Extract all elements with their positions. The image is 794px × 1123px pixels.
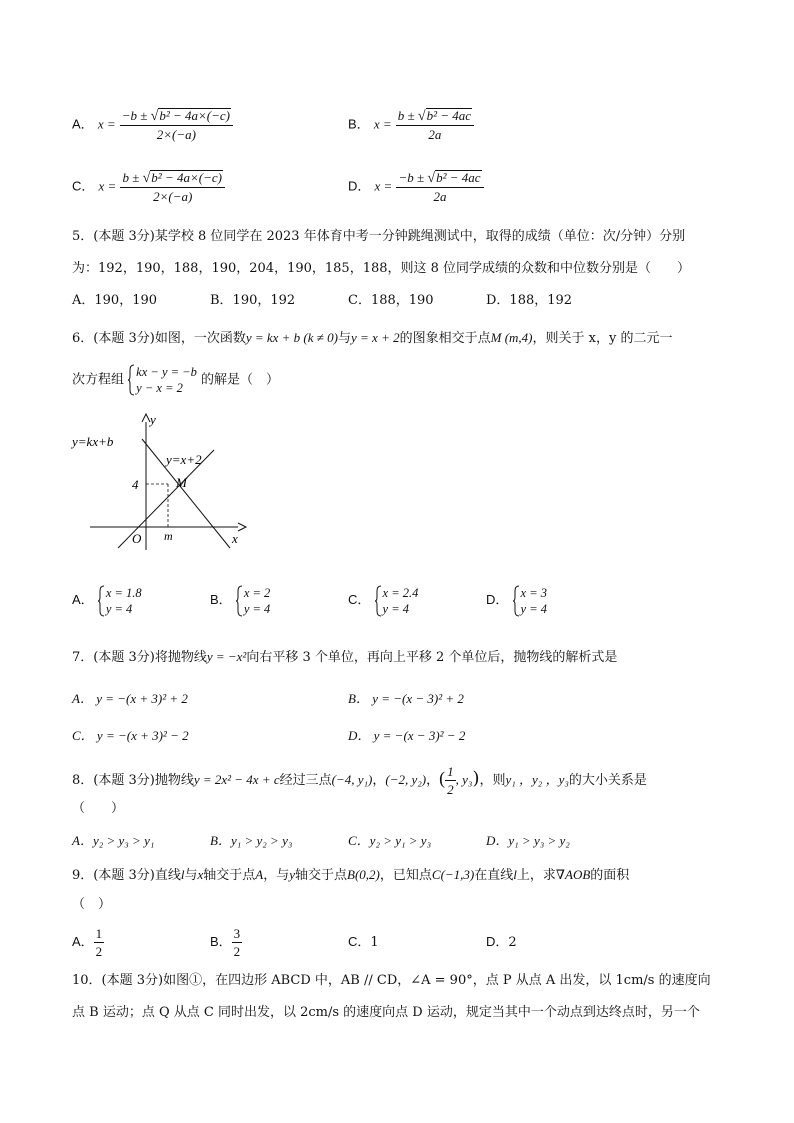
point-c: C(−1,3) (431, 867, 475, 882)
y-axis-arrow-icon (142, 414, 150, 422)
q4-option-c (72, 170, 225, 204)
point-m: M (m,4) (490, 330, 533, 345)
option-label: B． (348, 116, 370, 132)
q8-stem-line2: （ ） (72, 801, 125, 816)
radicand: b² − 4ac (426, 108, 472, 123)
x-axis-arrow-icon (238, 523, 246, 531)
text: 的大小关系是 (568, 773, 647, 788)
text: 的图象相交于点 (399, 331, 491, 346)
q6-option-c (348, 584, 418, 617)
option-label: B． (210, 934, 232, 949)
label-y: y (150, 412, 156, 427)
q7-option-c: C． y = −(x + 3)² − 2 (72, 728, 189, 743)
formula-lhs: x = (97, 116, 116, 132)
q8-option-a: A．y₂ > y₃ > y₁ (72, 833, 155, 848)
point-2: (−2, y₂) (385, 772, 427, 787)
label-4: 4 (132, 477, 139, 492)
equation-system (375, 585, 419, 617)
radicand: b² − 4a×(−c) (151, 170, 222, 185)
q6-stem-line1 (72, 329, 672, 348)
label-line-x-plus-2: y=x+2 (166, 452, 202, 467)
denominator: 2 (95, 944, 103, 959)
text: 7．(本题 3分)将抛物线 (72, 650, 207, 665)
text: 与 (184, 868, 198, 883)
quadratic-formula-fraction: $\frac{\text{b ± √b² − 4ac}}{2a}$ (396, 108, 474, 142)
fraction (94, 926, 105, 959)
label-point-m: M (176, 475, 187, 490)
q9-option-d (486, 933, 517, 952)
option-value: 2 (508, 935, 517, 950)
label-line-kx-b: y=kx+b (72, 434, 114, 449)
equation-system (236, 585, 270, 617)
numerator-head: −b ± (398, 170, 425, 185)
q8-option-c: C．y₂ > y₁ > y₃ (348, 833, 432, 848)
quadratic-formula-fraction: $\frac{\text{−b ± √b² − 4a×(−c)}}{2\times(-a)}$ (120, 108, 233, 142)
q6-option-d (486, 584, 547, 617)
q9-stem-line1 (72, 866, 629, 885)
label-origin: O (132, 531, 142, 546)
numerator-head: −b ± (121, 108, 148, 123)
equation-row-2: y = 4 (520, 601, 548, 616)
equation-system (128, 364, 197, 396)
q9-option-c (348, 933, 379, 952)
q9-option-b (210, 926, 242, 959)
formula-lhs: x = (373, 116, 392, 132)
brace-icon (128, 364, 135, 396)
q6-graph (66, 410, 256, 560)
brace-icon (236, 585, 243, 617)
radicand: b² − 4ac (436, 170, 481, 185)
equation-row-1: x = 2 (243, 585, 271, 600)
text: 经过三点 (279, 773, 332, 788)
q5-option-d: D．188，192 (486, 293, 573, 308)
function-parabola: y = 2x² − 4x + c (193, 772, 280, 787)
formula-lhs: x = (374, 178, 393, 194)
numerator-head: b ± (397, 108, 415, 123)
q5-option-b: B．190，192 (210, 293, 296, 308)
option-label: A． (72, 592, 94, 607)
function-x-plus-2: y = x + 2 (351, 330, 400, 345)
label-x: x (232, 531, 238, 546)
x-axis-label: x (197, 867, 204, 882)
option-label: C． (348, 934, 371, 949)
text: 轴交于点 (295, 868, 348, 883)
text: 6．(本题 3分)如图，一次函数 (72, 331, 246, 346)
text: ，与 (263, 868, 290, 883)
function-neg-x-squared: y = −x² (206, 649, 247, 664)
equation-row-2: y = 4 (105, 601, 133, 616)
text: 上，求 (516, 868, 556, 883)
option-label: B． (210, 592, 232, 607)
text: 向右平移 3 个单位，再向上平移 2 个单位后，抛物线的解析式是 (246, 650, 618, 665)
fraction-one-half (445, 764, 456, 797)
option-label: A． (72, 116, 94, 132)
option-label: D． (348, 178, 371, 194)
denominator: 2×(−a) (156, 127, 196, 142)
equation-row-2: y = 4 (243, 601, 271, 616)
option-label: D． (486, 934, 509, 949)
q10-stem-line1: 10．(本题 3分)如图①，在四边形 ABCD 中，AB // CD，∠A = 90°，点 P 从点 A 出发，以 1cm/s 的速度向 (72, 973, 711, 988)
text: ，则关于 x，y 的二元一 (532, 331, 673, 346)
radicand: b² − 4a×(−c) (159, 108, 231, 123)
q6-option-a (72, 584, 142, 617)
point-3-tail: , y₃ (455, 772, 473, 787)
text: 与 (338, 331, 352, 346)
point-3: ( (439, 768, 446, 788)
text: 8．(本题 3分)抛物线 (72, 773, 194, 788)
q8-option-b: B．y₁ > y₂ > y₃ (210, 833, 293, 848)
q4-option-a (72, 108, 233, 142)
q8-stem-line1: 8．(本题 3分)抛物线y = 2x² − 4x + c经过三点(−4, y₁)，(−2, y₂)，( $\frac{1}{2}$ , y₃)，则y₁ ，y₂ ，y₃的大小关系是 (72, 764, 647, 797)
brace-icon (375, 585, 382, 617)
q9-stem-line2: （ ） (72, 897, 112, 912)
numerator: 1 (447, 764, 454, 779)
q9-option-a (72, 926, 104, 959)
equation-row-2: y − x = 2 (136, 381, 183, 395)
text: 的面积 (590, 868, 630, 883)
triangle-aob: ∇AOB (555, 867, 591, 882)
y-axis-label: y (289, 867, 296, 882)
denominator: 2 (447, 782, 454, 797)
q6-option-b (210, 584, 270, 617)
numerator: 3 (233, 926, 241, 941)
equation-system (98, 585, 142, 617)
equation-row-2: y = 4 (382, 601, 410, 616)
equation-row-1: x = 3 (520, 585, 548, 600)
q7-option-a: A． y = −(x + 3)² + 2 (72, 691, 188, 706)
equation-row-1: x = 1.8 (105, 585, 142, 600)
point-1: (−4, y₁) (331, 772, 373, 787)
text: 轴交于点 (203, 868, 256, 883)
option-label: C． (348, 592, 371, 607)
point-a: A (255, 867, 264, 882)
line-l: l (180, 867, 185, 882)
q5-stem-line2: 为：192，190，188，190，204，190，185，188，则这 8 位同学成绩的众数和中位数分别是（ ） (72, 261, 691, 276)
denominator: 2a (433, 189, 447, 204)
denominator: 2 (233, 944, 241, 959)
q7-option-b: B． y = −(x − 3)² + 2 (348, 691, 464, 706)
denominator: 2×(−a) (153, 189, 193, 204)
function-kx-b: y = kx + b (k ≠ 0) (245, 330, 338, 345)
quadratic-formula-fraction: $\frac{\text{−b ± √b² − 4ac}}{2a}$ (396, 170, 483, 204)
option-value: 1 (370, 935, 379, 950)
q5-option-a: A．190，190 (72, 293, 158, 308)
equation-row-1: kx − y = −b (136, 365, 197, 379)
line-l: l (513, 867, 517, 882)
q7-option-d: D． y = −(x − 3)² − 2 (348, 728, 466, 743)
formula-lhs: x = (98, 178, 117, 194)
numerator: 1 (95, 926, 103, 941)
equation-system (513, 585, 547, 617)
q4-option-b (348, 108, 474, 142)
text: 在直线 (474, 868, 514, 883)
equation-row-1: x = 2.4 (382, 585, 419, 600)
text: ，已知点 (379, 868, 432, 883)
text: ，则 (479, 773, 506, 788)
q6-stem-line2 (72, 364, 279, 397)
q4-option-d (348, 170, 484, 204)
brace-icon (513, 585, 520, 617)
text: 次方程组 (72, 372, 125, 388)
q7-stem (72, 648, 617, 667)
label-m: m (164, 529, 173, 543)
option-label: C． (72, 178, 95, 194)
paren: ) (472, 768, 480, 789)
brace-icon (98, 585, 105, 617)
q10-stem-line2: 点 B 运动；点 Q 从点 C 同时出发，以 2cm/s 的速度向点 D 运动，规定当其中一个动点到达终点时，另一个 (72, 1005, 700, 1020)
variables: y₁ ，y₂ ，y₃ (505, 772, 569, 787)
option-label: A． (72, 934, 94, 949)
option-label: D． (486, 592, 509, 607)
quadratic-formula-fraction: $\frac{\text{b ± √b² − 4a×(−c)}}{2\times(-a)}$ (120, 170, 224, 204)
q5-stem-line1: 5．(本题 3分)某学校 8 位同学在 2023 年体育中考一分钟跳绳测试中，取得的成绩（单位：次/分钟）分别 (72, 229, 686, 244)
q5-option-c: C．188，190 (348, 293, 434, 308)
text: 的解是（ ） (201, 372, 280, 388)
text: 9．(本题 3分)直线 (72, 868, 181, 883)
fraction (232, 926, 243, 959)
q8-option-d: D．y₁ > y₃ > y₂ (486, 833, 570, 848)
denominator: 2a (428, 127, 442, 142)
numerator-head: b ± (122, 170, 140, 185)
point-b: B(0,2) (347, 867, 380, 882)
